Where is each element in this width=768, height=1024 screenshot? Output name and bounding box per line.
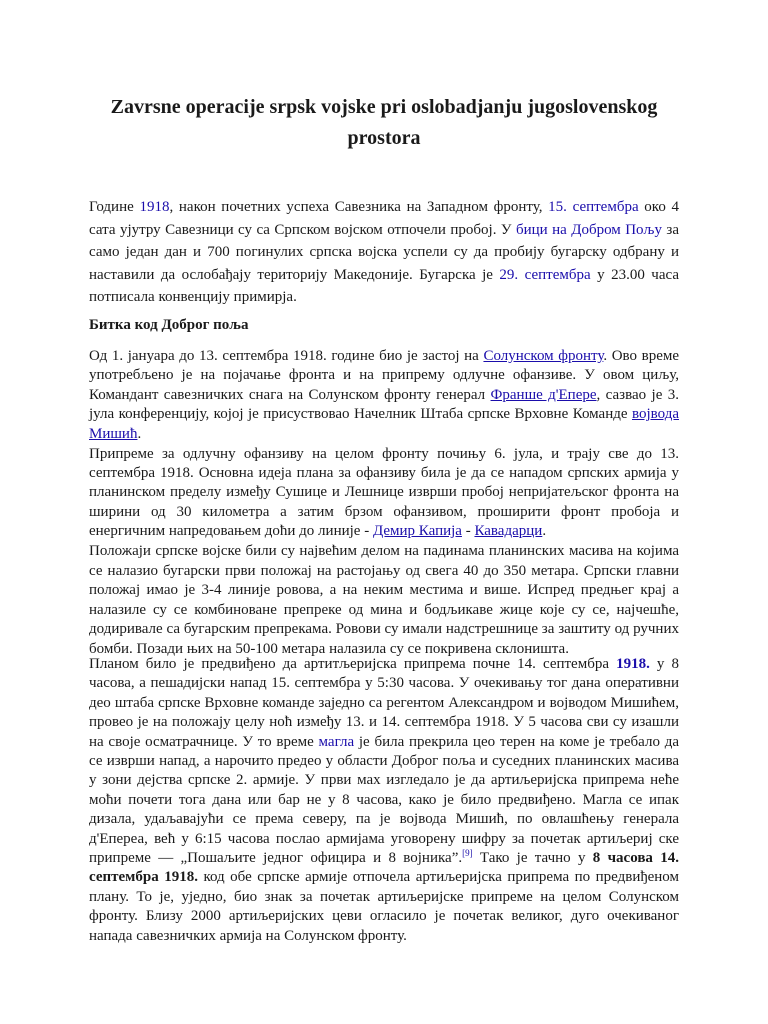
paragraph-2: [89, 445, 679, 541]
paragraph-1: [89, 347, 679, 444]
intro-paragraph: [89, 196, 679, 309]
text: код обе српске армије отпочела артиљеријска припрема по предвиђеном плану. То је, уједно, био знак за почетак артиљеријске припреме на целом Солунском фронту. Близу 2000 артиљеријских цеви огласило је почетак великог, дуго очекиваног напада савезничких армија на Солунском фронту.: [89, 869, 679, 944]
text: у 8 часова, а пешадијски напад 15. септембра у 5:30 часова. У очекивању тог дана оперативни део штаба српске Врховне команде заједно са регентом Александром и војводом Мишићем, провео је на положају целу ноћ између 13. и 14. септембра 1918. У 5 часова сви су изашли на своје осматрачнице. У то време: [89, 656, 680, 750]
text: , након почетних успеха Савезника на Западном фронту,: [169, 199, 549, 215]
text: .: [137, 425, 142, 442]
text: .: [542, 522, 547, 539]
paragraph-4: [89, 655, 679, 946]
link-15-september[interactable]: 15. септембра: [548, 199, 639, 215]
text: Планом било је предвиђено да артитљеријска припрема почне 14. септембра: [89, 656, 617, 672]
footnote-reference[interactable]: [9]: [462, 848, 473, 859]
link-fog[interactable]: магла: [318, 733, 355, 750]
text: око 4 сата ујутру Савезници су са Српском војском отпочели пробој. У: [89, 199, 680, 238]
text: у 23.00 часа потписала конвенцију примирја.: [89, 266, 679, 305]
link-kavadarci[interactable]: Кавадарци: [474, 522, 543, 539]
link-1918[interactable]: 1918: [139, 199, 170, 215]
paragraph-3: Положаји српске војске били су највећим делом на падинама планинских масива на којима се налазио бугарски први положај на растојању од свега 40 до 350 метара. Српски главни положај имао је 3-4 линије ровова, а на неким местима и више. Испред предњег крај а налазиле су се комбиноване препреке од мина и бодљикаве жице које су се, најчешће, додиривале са бугарским препрекама. Ровови су имали надстрешнице за заштиту од ручних бомби. Позади њих на 50-100 метара налазила су се покривена склоништа.: [89, 543, 679, 657]
link-salonika-front[interactable]: Солунском фронту: [483, 348, 604, 364]
text: Припреме за одлучну офанзиву на целом фронту почињу 6. јула, и трају све до 13. септембра 1918. Основна идеја плана за офанзиву била је да се нападом српских армија у планинском пределу између Сушице и Лешнице изврши пробој непријатељског фронта на ширини од 30 километра а затим брзом офанзивом, проширити фронт пробоја и енергичним напредовањем доћи до линије -: [89, 446, 679, 539]
link-vojvoda-misic[interactable]: војвода Мишић: [89, 406, 679, 442]
text: Од 1. јануара до 13. септембра 1918. године био је застој на: [89, 348, 484, 364]
link-battle-dobro-pole[interactable]: бици на Добром Пољу: [515, 221, 662, 238]
link-1918-bold[interactable]: 1918.: [616, 656, 650, 672]
text: , сазвао је 3. јула конференцију, којој је присуствовао Начелник Штаба српске Врховне Команде: [89, 386, 679, 423]
document-title: Zavrsne operacije srpsk vojske pri oslobadjanju jugoslovenskog prostora: [110, 96, 658, 149]
text: Тако је тачно у: [472, 850, 593, 867]
link-29-september[interactable]: 29. септембра: [499, 266, 591, 283]
link-demir-kapija[interactable]: Демир Капија: [372, 522, 462, 539]
text: Године: [89, 199, 140, 215]
text: за само један дан и 700 погинулих српска војска успели су да пробију бугарску одбрану и наставили да ослобађају територију Македоније. Бугарска је: [89, 221, 679, 283]
text: је била прекрила цео терен на коме је требало да се изврши напад, а нарочито предео у области Доброг поља и суседних планинских масива у зони дејства српске 2. армије. У први мах изгледало је да артиљеријска припрема неће моћи почети тога дана или бар не у 8 часова, како је било предвиђено. Магла се ипак дизала, удаљавајући се према северу, па је војвода Мишић, по овлашћењу генерала д'Епереа, већ у 6:15 часова послао армијама уговорену шифру за почетак артиљериј ске припреме — „Пошаљите једног официра и 8 војника”.: [89, 733, 679, 867]
section-heading: Битка код Доброг поља: [89, 317, 249, 333]
bold-date: 8 часова 14. септембра 1918.: [89, 850, 679, 886]
link-franchet-desperey[interactable]: Франше д'Епере: [490, 386, 597, 403]
text: . Ово време употребљено је на појачање фронта и на припрему одлучне офанзиве. У овом циљу, Командант савезничких снага на Солунском фронту генерал: [89, 348, 680, 403]
text: -: [461, 522, 475, 539]
